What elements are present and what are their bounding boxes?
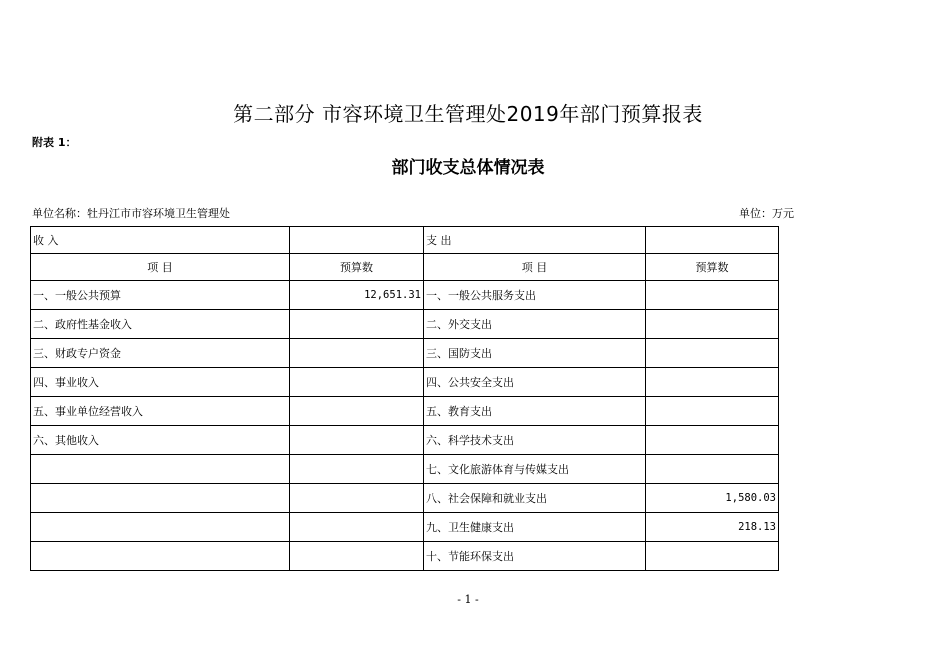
expense-amount-cell <box>646 339 779 368</box>
income-item-cell: 四、事业收入 <box>31 368 290 397</box>
table-row <box>31 339 779 368</box>
expense-item-cell: 三、国防支出 <box>424 339 646 368</box>
budget-summary-table <box>30 226 779 571</box>
expense-item-cell: 二、外交支出 <box>424 310 646 339</box>
expense-amount-cell: 1,580.03 <box>646 484 779 513</box>
income-section-header: 收 入 <box>31 227 290 254</box>
expense-amount-cell <box>646 542 779 571</box>
page-number: - 1 - <box>457 593 479 606</box>
expense-amount-cell <box>646 426 779 455</box>
expense-item-cell: 一、一般公共服务支出 <box>424 281 646 310</box>
income-amount-cell <box>290 513 424 542</box>
attachment-label: 附表 1： <box>32 136 77 149</box>
expense-item-cell: 八、社会保障和就业支出 <box>424 484 646 513</box>
page-title: 第二部分 市容环境卫生管理处2019年部门预算报表 <box>233 102 703 126</box>
income-item-cell <box>31 484 290 513</box>
income-item-cell: 一、一般公共预算 <box>31 281 290 310</box>
income-amount-cell <box>290 484 424 513</box>
section-header-row <box>31 227 779 254</box>
table-row <box>31 281 779 310</box>
table-row <box>31 484 779 513</box>
income-amount-cell <box>290 542 424 571</box>
income-amount-cell <box>290 397 424 426</box>
income-item-cell <box>31 542 290 571</box>
expense-budget-header: 预算数 <box>646 254 779 281</box>
table-row <box>31 426 779 455</box>
column-header-row <box>31 254 779 281</box>
expense-item-header: 项 目 <box>424 254 646 281</box>
table-row <box>31 542 779 571</box>
expense-item-cell: 九、卫生健康支出 <box>424 513 646 542</box>
table-row <box>31 397 779 426</box>
income-amount-cell <box>290 455 424 484</box>
income-budget-header: 预算数 <box>290 254 424 281</box>
table-title: 部门收支总体情况表 <box>391 158 545 178</box>
table-row <box>31 310 779 339</box>
income-amount-cell <box>290 426 424 455</box>
income-amount-cell: 12,651.31 <box>290 281 424 310</box>
expense-item-cell: 十、节能环保支出 <box>424 542 646 571</box>
income-item-cell <box>31 455 290 484</box>
table-row <box>31 455 779 484</box>
income-amount-cell <box>290 368 424 397</box>
table-row <box>31 368 779 397</box>
expense-amount-cell <box>646 397 779 426</box>
currency-unit-label: 单位：万元 <box>739 207 794 220</box>
unit-name-label: 单位名称：牡丹江市市容环境卫生管理处 <box>32 207 230 220</box>
expense-item-cell: 七、文化旅游体育与传媒支出 <box>424 455 646 484</box>
expense-amount-cell <box>646 281 779 310</box>
table-row <box>31 513 779 542</box>
expense-item-cell: 六、科学技术支出 <box>424 426 646 455</box>
income-amount-cell <box>290 339 424 368</box>
expense-amount-cell: 218.13 <box>646 513 779 542</box>
income-item-cell: 三、财政专户资金 <box>31 339 290 368</box>
empty-cell <box>646 227 779 254</box>
income-amount-cell <box>290 310 424 339</box>
expense-amount-cell <box>646 310 779 339</box>
expense-section-header: 支 出 <box>424 227 646 254</box>
empty-cell <box>290 227 424 254</box>
income-item-cell: 五、事业单位经营收入 <box>31 397 290 426</box>
income-item-cell: 六、其他收入 <box>31 426 290 455</box>
income-item-header: 项 目 <box>31 254 290 281</box>
expense-item-cell: 五、教育支出 <box>424 397 646 426</box>
expense-amount-cell <box>646 455 779 484</box>
income-item-cell <box>31 513 290 542</box>
expense-item-cell: 四、公共安全支出 <box>424 368 646 397</box>
expense-amount-cell <box>646 368 779 397</box>
income-item-cell: 二、政府性基金收入 <box>31 310 290 339</box>
